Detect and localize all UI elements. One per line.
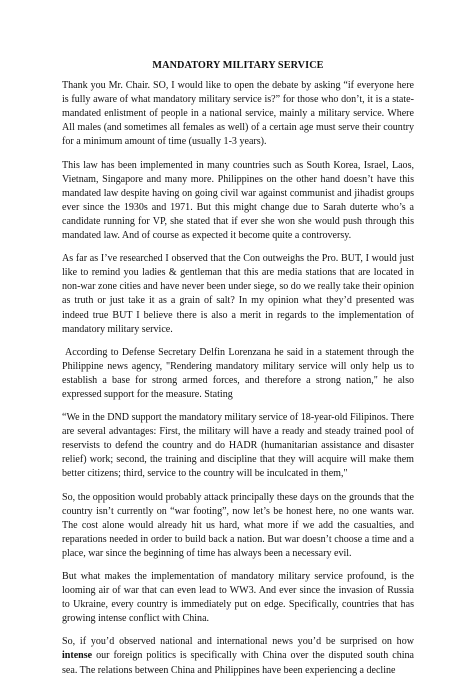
emphasis-word: intense — [62, 650, 93, 662]
document-body — [62, 59, 414, 687]
paragraph-china-tail: our foreign politics is specifically with China over the disputed south china sea. The relations between China and Philippines have been experiencing a decline — [62, 650, 415, 676]
paragraph-china-lead: So, if you’d observed national and international news you’d be surprised on how — [62, 636, 414, 648]
document-title: MANDATORY MILITARY SERVICE — [152, 60, 324, 71]
paragraph-dnd-quote: “We in the DND support the mandatory military service of 18-year-old Filipinos. There are several advantages: First, the military will have a ready and steady trained pool of reservists to defend the country and do HADR (humanitarian assistance and disaster relief) work; second, the training and discipline that they will acquire will make them better citizens; third, service to the country will be inculcated in them," — [62, 412, 414, 480]
paragraph-opposition: So, the opposition would probably attack principally these days on the grounds that the country isn’t currently on “war footing”, now let’s be honest here, no one wants war. The cost alone would already hit us hard, what more if we add the casualties, and reparations needed in order to build back a nation. But war doesn’t choose a time and a place, war since the beginning of time has always been a necessary evil. — [62, 491, 414, 559]
paragraph-countries: This law has been implemented in many countries such as South Korea, Israel, Laos, Vietnam, Singapore and many more. Philippines on the other hand doesn’t have this mandated law despite having on going civil war against communist and jihadist groups ever since the 1930s and 1971. But this might change due to Sarah duterte who’s a candidate running for VP, she stated that if ever she won she would push through this mandated law. And of course as expected it become quite a controversy. — [62, 159, 414, 242]
paragraph-china — [62, 635, 414, 677]
paragraph-research: As far as I’ve researched I observed that the Con outweighs the Pro. BUT, I would just like to remind you ladies & gentleman that this are media stations that are located in non-war zone cities and have never been under siege, so do we really take their opinion as truth or just take it as a grain of salt? In my opinion what they’d presented was indeed true BUT I believe there is also a merit in regards to the implementation of mandatory military service. — [62, 253, 414, 335]
paragraph-ww3: But what makes the implementation of mandatory military service profound, is the looming air of war that can even lead to WW3. And ever since the invasion of Russia to Ukraine, every country is immediately put on edge. Specifically, countries that has growing intense conflict with China. — [62, 571, 414, 625]
paragraph-lorenzana: According to Defense Secretary Delfin Lorenzana he said in a statement through the Philippine news agency, "Rendering mandatory military service will only help us to establish a base for strong armed forces, and therefore a strong nation," he also expressed support for the measure. Stating — [62, 346, 414, 400]
paragraph-opening: Thank you Mr. Chair. SO, I would like to open the debate by asking “if everyone here is fully aware of what mandatory military service is?” for those who don’t, it is a state-mandated enlistment of people in a national service, mainly a military service. Where All males (and sometimes all females as well) of a certain age must serve their country for a minimum amount of time (usually 1-3 years). — [62, 80, 414, 148]
